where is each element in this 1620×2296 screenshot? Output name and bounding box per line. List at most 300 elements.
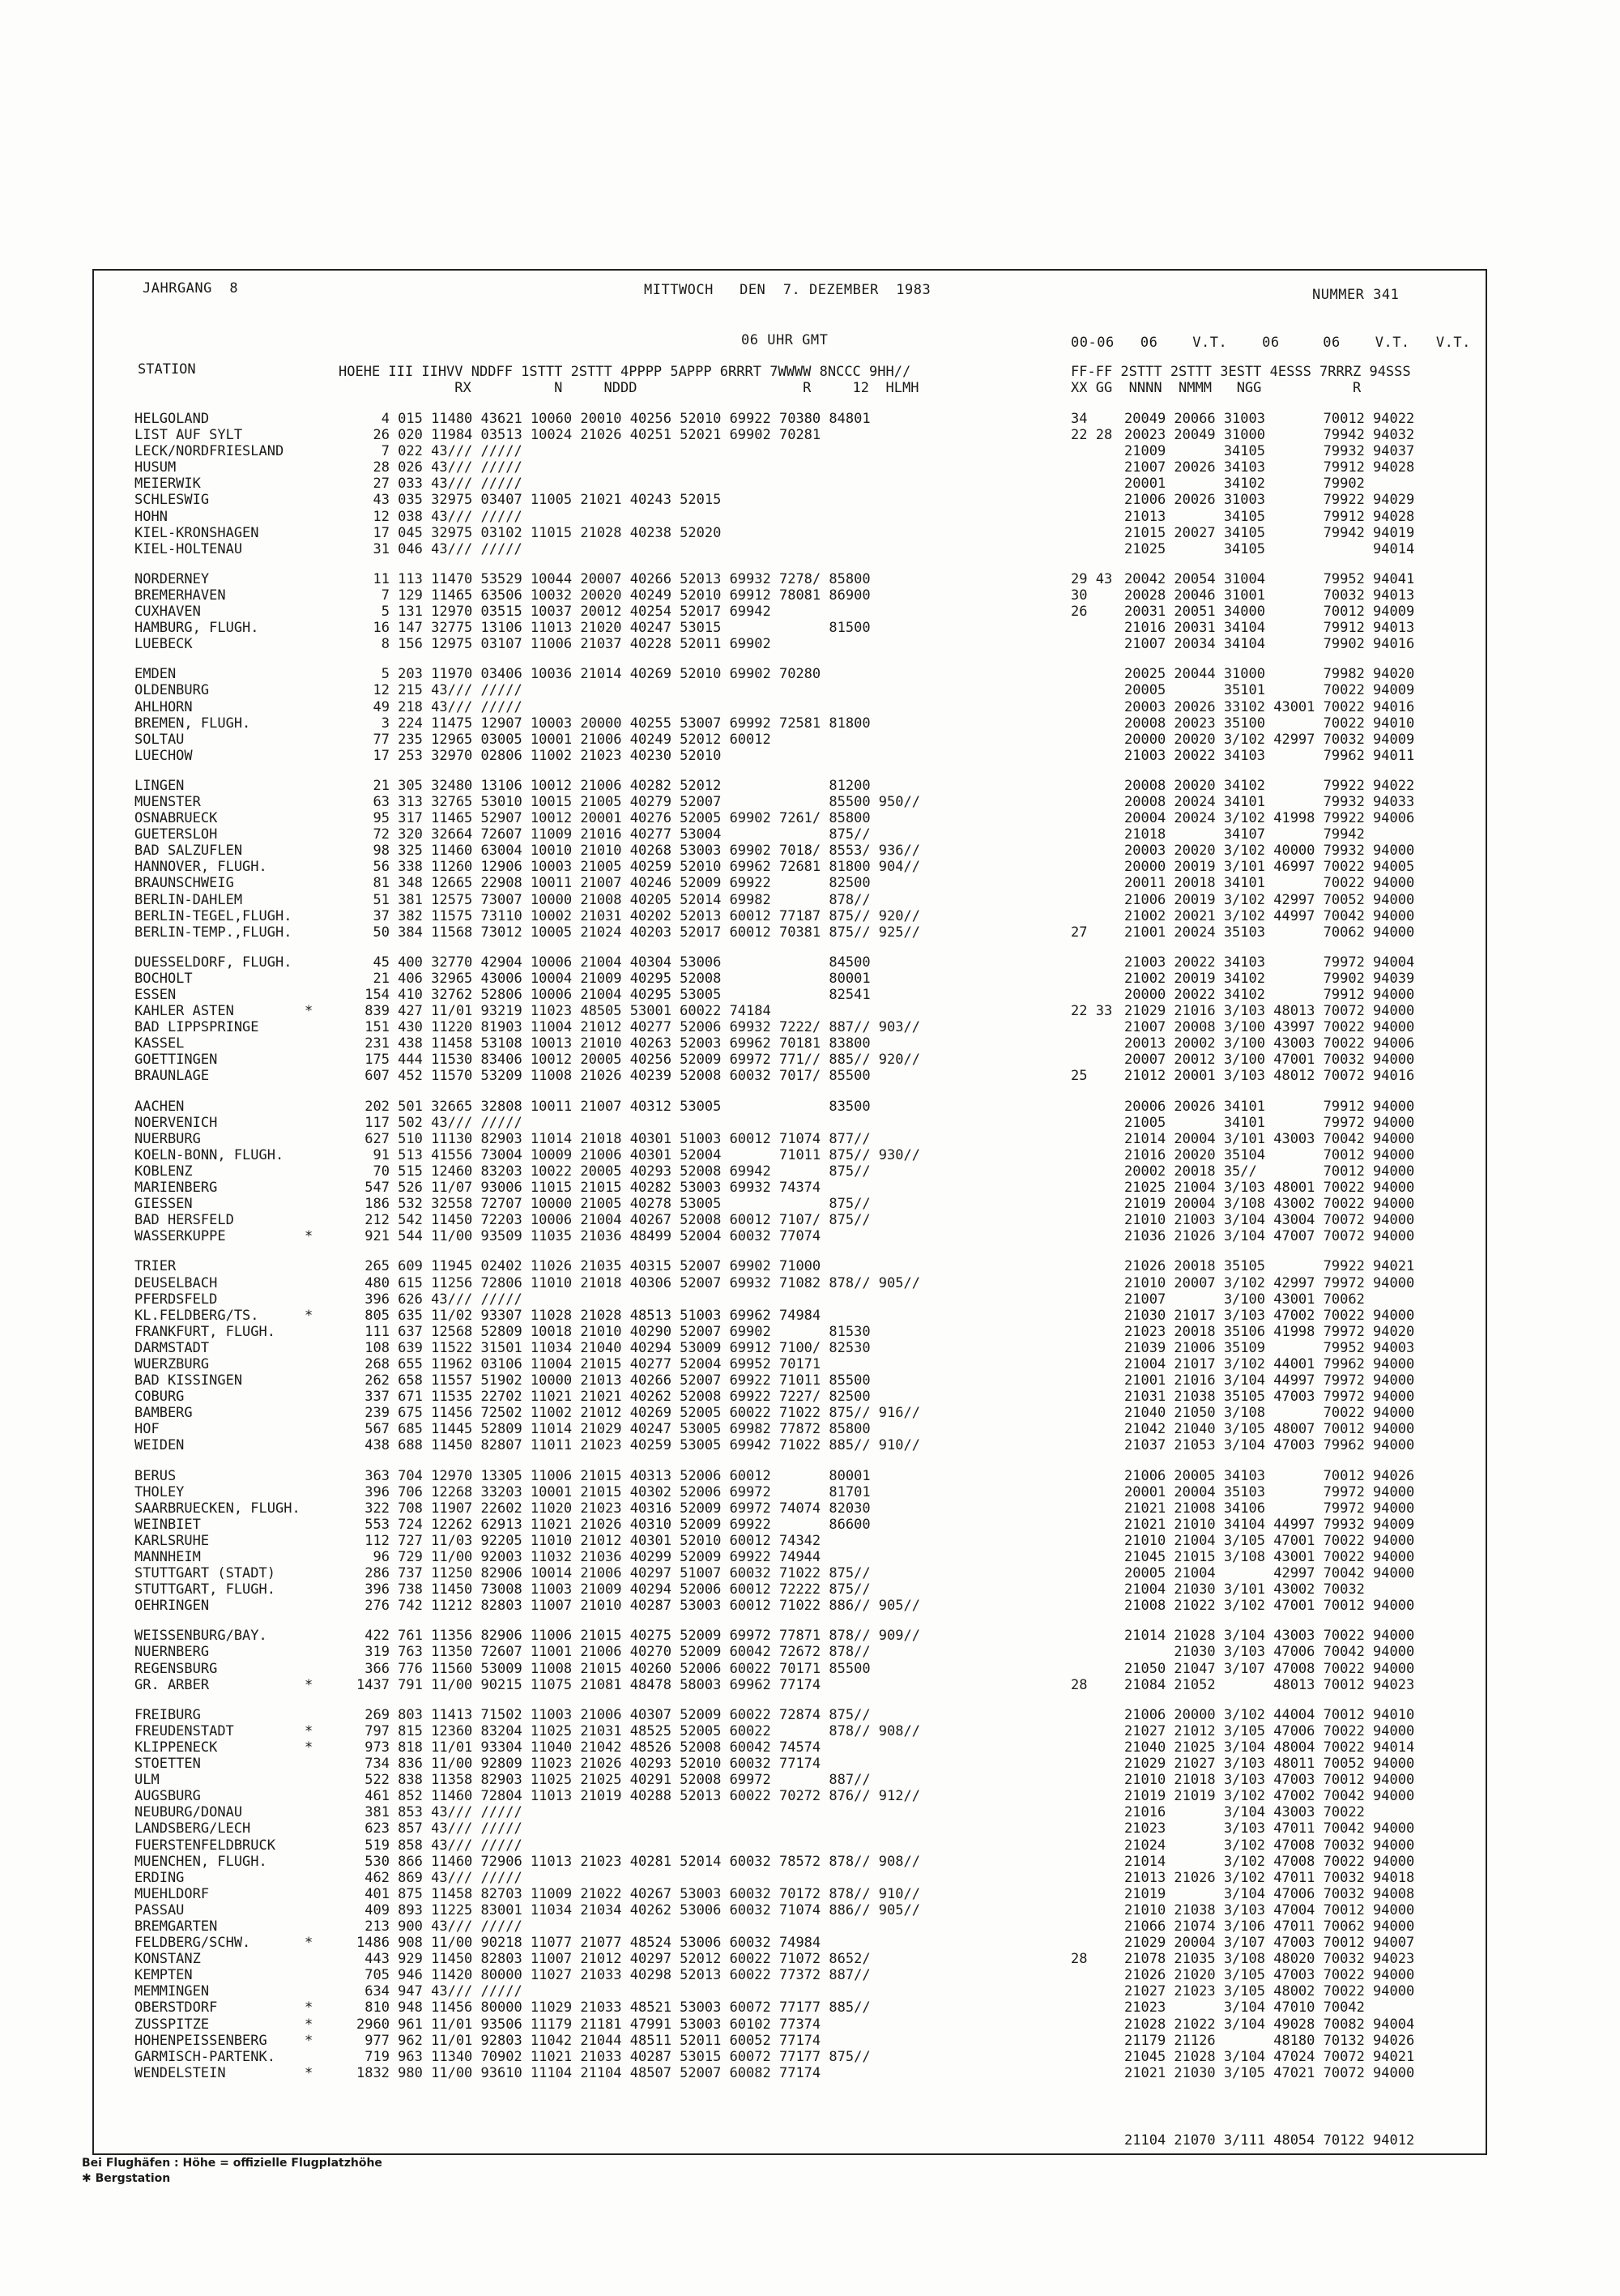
synop-values: 519 858 43/// /////	[356, 1837, 522, 1854]
station-group	[0, 954, 1620, 1085]
table-row	[0, 443, 1620, 459]
synop-values: 337 671 11535 22702 11021 21021 40262 52008 69922 7227/ 82500	[356, 1389, 871, 1406]
table-row	[0, 1854, 1620, 1870]
synop-values: 26 020 11984 03513 10024 21026 40251 52021 69902 70281	[356, 427, 821, 444]
issue-number: NUMMER 341	[1312, 287, 1400, 303]
synop-values: 366 776 11560 53009 11008 21015 40260 52006 60022 70171 85500	[356, 1660, 871, 1677]
synop-values: 45 400 32770 42904 10006 21004 40304 53006 84500	[356, 954, 871, 971]
synop-values: 734 836 11/00 92809 11023 21026 40293 52010 60032 77174	[356, 1756, 821, 1773]
station-group	[0, 666, 1620, 764]
table-row	[0, 1372, 1620, 1389]
station-name: MUENCHEN, FLUGH.	[134, 1853, 267, 1870]
station-group	[0, 411, 1620, 557]
table-row	[0, 1484, 1620, 1500]
station-name: WASSERKUPPE	[134, 1228, 226, 1245]
extra-values: 21026 20018 35105 79922 94021	[1124, 1258, 1415, 1275]
footnote-airports: Bei Flughäfen : Höhe = offizielle Flugplatzhöhe	[82, 2157, 382, 2170]
station-name: TRIER	[134, 1258, 177, 1275]
station-name: AACHEN	[134, 1098, 185, 1115]
extra-values: 21001 20024 35103 70062 94000	[1124, 924, 1415, 941]
extra-values: 21029 20004 3/107 47003 70012 94007	[1124, 1935, 1415, 1952]
synop-values: 396 706 12268 33203 10001 21015 40302 52006 69972 81701	[356, 1483, 871, 1500]
mountain-station-marker: *	[305, 2016, 313, 2033]
extra-values: 20031 20051 34000 70012 94009	[1124, 604, 1415, 621]
synop-values: 268 655 11962 03106 11004 21015 40277 52004 69952 70171	[356, 1355, 821, 1372]
table-row	[0, 509, 1620, 525]
table-row	[0, 1533, 1620, 1549]
extra-values: 21030 3/103 47006 70042 94000	[1124, 1644, 1415, 1661]
table-row	[0, 1099, 1620, 1115]
footnote-mountain: ✱ Bergstation	[82, 2172, 171, 2185]
extra-values: 20005 35101 70022 94009	[1124, 682, 1415, 699]
synop-values: 2960 961 11/01 93506 11179 21181 47991 53003 60102 77374	[356, 2016, 821, 2033]
table-row	[0, 1581, 1620, 1598]
extra-values: 21021 21008 34106 79972 94000	[1124, 1500, 1415, 1517]
synop-values: 231 438 11458 53108 10013 21010 40263 52003 69962 70181 83800	[356, 1035, 871, 1052]
synop-values: 401 875 11458 82703 11009 21022 40267 53003 60032 70172 878// 910//	[356, 1885, 920, 1902]
wind-gust-values: 27	[1071, 924, 1088, 941]
synop-values: 422 761 11356 82906 11006 21015 40275 52009 69972 77871 878// 909//	[356, 1628, 920, 1645]
station-name: KAHLER ASTEN	[134, 1003, 234, 1020]
station-name: KASSEL	[134, 1035, 185, 1052]
extra-values: 21013 34105 79912 94028	[1124, 508, 1415, 525]
extra-values: 20002 20018 35// 70012 94000	[1124, 1163, 1415, 1180]
synop-values: 72 320 32664 72607 11009 21016 40277 53004 875//	[356, 826, 871, 843]
table-row	[0, 1565, 1620, 1581]
station-name: BAD SALZUFLEN	[134, 843, 243, 860]
synop-values: 4 015 11480 43621 10060 20010 40256 52010 69922 70380 84801	[356, 411, 871, 427]
station-name: AHLHORN	[134, 698, 193, 715]
synop-values: 396 738 11450 73008 11003 21009 40294 52006 60012 72222 875//	[356, 1581, 871, 1598]
table-row	[0, 1258, 1620, 1274]
table-row	[0, 1935, 1620, 1951]
station-name: GOETTINGEN	[134, 1052, 218, 1069]
table-row	[0, 1517, 1620, 1533]
station-name: LUECHOW	[134, 747, 193, 764]
station-name: KIEL-HOLTENAU	[134, 540, 243, 557]
extra-values: 21010 21003 3/104 43004 70072 94000	[1124, 1212, 1415, 1229]
synop-values: 8 156 12975 03107 11006 21037 40228 52011 69902	[356, 636, 771, 653]
table-row	[0, 1437, 1620, 1453]
wind-gust-values: 34	[1071, 411, 1088, 427]
station-name: NOERVENICH	[134, 1114, 218, 1131]
station-group	[0, 1258, 1620, 1453]
synop-values: 56 338 11260 12906 10003 21005 40259 52010 69962 72681 81800 904//	[356, 859, 920, 876]
station-name: OSNABRUECK	[134, 810, 218, 827]
extra-values: 21045 21028 3/104 47024 70072 94021	[1124, 2048, 1415, 2065]
synop-values: 627 510 11130 82903 11014 21018 40301 51003 60012 71074 877//	[356, 1130, 871, 1147]
extra-values: 21013 21026 3/102 47011 70032 94018	[1124, 1869, 1415, 1886]
station-name: KOBLENZ	[134, 1163, 193, 1180]
extra-header-line1: FF-FF 2STTT 2STTT 3ESTT 4ESSS 7RRRZ 94SSS	[1071, 364, 1411, 380]
synop-values: 12 215 43/// /////	[356, 682, 522, 699]
table-row	[0, 715, 1620, 732]
extra-values: 21040 21025 3/104 48004 70022 94014	[1124, 1739, 1415, 1756]
station-name: GR. ARBER	[134, 1676, 210, 1693]
wind-gust-values: 25	[1071, 1068, 1088, 1085]
station-name: SAARBRUECKEN, FLUGH.	[134, 1500, 301, 1517]
table-row	[0, 1068, 1620, 1084]
extra-values: 21037 21053 3/104 47003 79962 94000	[1124, 1437, 1415, 1454]
mountain-station-marker: *	[305, 1676, 313, 1693]
table-row	[0, 1837, 1620, 1854]
station-table	[0, 411, 1620, 2095]
extra-values: 20001 34102 79902	[1124, 476, 1365, 493]
station-name: WEINBIET	[134, 1516, 201, 1533]
synop-values: 151 430 11220 81903 11004 21012 40277 52006 69932 7222/ 887// 903//	[356, 1019, 920, 1036]
synop-values: 322 708 11907 22602 11020 21023 40316 52009 69972 74074 82030	[356, 1500, 871, 1517]
synop-values: 623 857 43/// /////	[356, 1820, 522, 1837]
station-name: DEUSELBACH	[134, 1274, 218, 1291]
synop-values: 462 869 43/// /////	[356, 1869, 522, 1886]
extra-values: 20008 20024 34101 79932 94033	[1124, 793, 1415, 810]
table-row	[0, 1147, 1620, 1163]
extra-values: 21024 3/102 47008 70032 94000	[1124, 1837, 1415, 1854]
wind-gust-values: 26	[1071, 604, 1088, 621]
extra-values: 21016 20031 34104 79912 94013	[1124, 620, 1415, 637]
station-name: FREUDENSTADT	[134, 1722, 234, 1739]
station-name: WUERZBURG	[134, 1355, 210, 1372]
synop-values: 461 852 11460 72804 11013 21019 40288 52013 60022 70272 876// 912//	[356, 1788, 920, 1805]
extra-values: 21010 20007 3/102 42997 79972 94000	[1124, 1274, 1415, 1291]
table-row	[0, 1999, 1620, 2016]
station-name: EMDEN	[134, 666, 177, 683]
table-row	[0, 843, 1620, 859]
synop-values: 81 348 12665 22908 10011 21007 40246 52009 69922 82500	[356, 875, 871, 892]
extra-values: 21001 21016 3/104 44997 79972 94000	[1124, 1372, 1415, 1389]
table-row	[0, 492, 1620, 508]
station-name: GUETERSLOH	[134, 826, 218, 843]
station-name: KARLSRUHE	[134, 1532, 210, 1549]
station-name: KIEL-KRONSHAGEN	[134, 524, 259, 541]
extra-values: 21040 21050 3/108 70022 94000	[1124, 1405, 1415, 1422]
table-row	[0, 954, 1620, 971]
table-row	[0, 1308, 1620, 1324]
extra-values: 21007 20026 34103 79912 94028	[1124, 459, 1415, 476]
table-row	[0, 1421, 1620, 1437]
extra-values: 21078 21035 3/108 48020 70032 94023	[1124, 1951, 1415, 1968]
extra-values: 21028 21022 3/104 49028 70082 94004	[1124, 2016, 1415, 2033]
table-row	[0, 1902, 1620, 1918]
station-name: LINGEN	[134, 777, 185, 794]
synop-values: 21 406 32965 43006 10004 21009 40295 52008 80001	[356, 970, 871, 987]
station-name: MEMMINGEN	[134, 1983, 210, 2000]
station-name: MEIERWIK	[134, 476, 201, 493]
synop-values: 98 325 11460 63004 10010 21010 40268 53003 69902 7018/ 8553/ 936//	[356, 843, 920, 860]
station-name: GARMISCH-PARTENK.	[134, 2048, 275, 2065]
synop-values: 175 444 11530 83406 10012 20005 40256 52009 69972 771// 885// 920//	[356, 1052, 920, 1069]
synop-values: 480 615 11256 72806 11010 21018 40306 52007 69932 71082 878// 905//	[356, 1274, 920, 1291]
synop-values: 17 045 32975 03102 11015 21028 40238 52020	[356, 524, 722, 541]
observation-time: 06 UHR GMT	[741, 332, 829, 348]
table-row	[0, 587, 1620, 604]
synop-values: 607 452 11570 53209 11008 21026 40239 52008 60032 7017/ 85500	[356, 1068, 871, 1085]
synop-values: 719 963 11340 70902 11021 21033 40287 53015 60072 77177 875//	[356, 2048, 871, 2065]
station-name: KOELN-BONN, FLUGH.	[134, 1146, 284, 1163]
synop-values: 186 532 32558 72707 10000 21005 40278 53005 875//	[356, 1196, 871, 1213]
synop-values: 810 948 11456 80000 11029 21033 48521 53003 60072 77177 885//	[356, 1999, 871, 2016]
station-name: ERDING	[134, 1869, 185, 1886]
extra-values: 21014 3/102 47008 70022 94000	[1124, 1853, 1415, 1870]
table-row	[0, 1131, 1620, 1147]
extra-header-line2: XX GG NNNN NMMM NGG R	[1071, 380, 1362, 396]
table-row	[0, 411, 1620, 427]
synop-values: 443 929 11450 82803 11007 21012 40297 52012 60022 71072 8652/	[356, 1951, 871, 1968]
station-name: ULM	[134, 1772, 160, 1789]
extra-values: 20004 20024 3/102 41998 79922 94006	[1124, 810, 1415, 827]
synop-values: 797 815 12360 83204 11025 21031 48525 52005 60022 878// 908//	[356, 1722, 920, 1739]
station-name: ZUSSPITZE	[134, 2016, 210, 2033]
synop-values: 16 147 32775 13106 11013 21020 40247 53015 81500	[356, 620, 871, 637]
synop-header-line2: RX N NDDD R 12 HLMH	[339, 380, 919, 396]
table-row	[0, 1228, 1620, 1244]
table-row	[0, 525, 1620, 541]
extra-values: 21019 21019 3/102 47002 70042 94000	[1124, 1788, 1415, 1805]
extra-values: 20042 20054 31004 79952 94041	[1124, 570, 1415, 587]
synop-values: 553 724 12262 62913 11021 21026 40310 52009 69922 86600	[356, 1516, 871, 1533]
table-row	[0, 1820, 1620, 1837]
table-row	[0, 476, 1620, 492]
mountain-station-marker: *	[305, 2032, 313, 2049]
extra-values: 21027 21012 3/105 47006 70022 94000	[1124, 1722, 1415, 1739]
synop-values: 108 639 11522 31501 11034 21040 40294 53009 69912 7100/ 82530	[356, 1339, 871, 1356]
extra-values: 21016 20020 35104 70012 94000	[1124, 1146, 1415, 1163]
station-name: REGENSBURG	[134, 1660, 218, 1677]
station-name: DARMSTADT	[134, 1339, 210, 1356]
table-row	[0, 541, 1620, 557]
station-name: THOLEY	[134, 1483, 185, 1500]
table-row	[0, 1983, 1620, 1999]
synop-values: 5 131 12970 03515 10037 20012 40254 52017 69942	[356, 604, 771, 621]
station-name: WENDELSTEIN	[134, 2064, 226, 2081]
station-name: OBERSTDORF	[134, 1999, 218, 2016]
extra-values: 21004 21030 3/101 43002 70032	[1124, 1581, 1365, 1598]
extra-values: 20000 20019 3/101 46997 70022 94005	[1124, 859, 1415, 876]
table-row	[0, 1598, 1620, 1614]
extra-values: 20008 20020 34102 79922 94022	[1124, 777, 1415, 794]
table-row	[0, 427, 1620, 443]
table-row	[0, 732, 1620, 748]
extra-values: 20008 20023 35100 70022 94010	[1124, 715, 1415, 732]
table-row	[0, 1756, 1620, 1772]
station-name: OLDENBURG	[134, 682, 210, 699]
synop-values: 547 526 11/07 93006 11015 21015 40282 53003 69932 74374	[356, 1180, 821, 1197]
synop-values: 265 609 11945 02402 11026 21035 40315 52007 69902 71000	[356, 1258, 821, 1275]
extra-values: 21008 21022 3/102 47001 70012 94000	[1124, 1598, 1415, 1615]
synop-values: 921 544 11/00 93509 11035 21036 48499 52004 60032 77074	[356, 1228, 821, 1245]
synop-values: 63 313 32765 53010 10015 21005 40279 52007 85500 950//	[356, 793, 920, 810]
extra-values: 21005 34101 79972 94000	[1124, 1114, 1415, 1131]
extra-values: 21003 20022 34103 79962 94011	[1124, 747, 1415, 764]
table-row	[0, 1677, 1620, 1693]
wind-gust-values: 22 33	[1071, 1003, 1113, 1020]
mountain-station-marker: *	[305, 1739, 313, 1756]
synop-values: 438 688 11450 82807 11011 21023 40259 53005 69942 71022 885// 910//	[356, 1437, 920, 1454]
synop-values: 7 022 43/// /////	[356, 443, 522, 460]
extra-values: 20005 21004 42997 70042 94000	[1124, 1565, 1415, 1582]
synop-values: 409 893 11225 83001 11034 21034 40262 53006 60032 71074 886// 905//	[356, 1901, 920, 1918]
mountain-station-marker: *	[305, 1228, 313, 1245]
mountain-station-marker: *	[305, 1935, 313, 1952]
synop-values: 31 046 43/// /////	[356, 540, 522, 557]
extra-values: 21002 20021 3/102 44997 70042 94000	[1124, 907, 1415, 924]
synop-values: 7 129 11465 63506 10032 20020 40249 52010 69912 78081 86900	[356, 587, 871, 604]
synop-values: 530 866 11460 72906 11013 21023 40281 52014 60032 78572 878// 908//	[356, 1853, 920, 1870]
table-row	[0, 604, 1620, 620]
extra-values: 21042 21040 3/105 48007 70012 94000	[1124, 1421, 1415, 1438]
table-row	[0, 1468, 1620, 1484]
table-row	[0, 1115, 1620, 1131]
station-name: FREIBURG	[134, 1706, 201, 1723]
station-name: BAMBERG	[134, 1405, 193, 1422]
station-name: PFERDSFELD	[134, 1291, 218, 1308]
extra-values: 21029 21027 3/103 48011 70052 94000	[1124, 1756, 1415, 1773]
synop-values: 3 224 11475 12907 10003 20000 40255 53007 69992 72581 81800	[356, 715, 871, 732]
table-row	[0, 1340, 1620, 1356]
extra-values: 21031 21038 35105 47003 79972 94000	[1124, 1389, 1415, 1406]
extra-values: 20003 20026 33102 43001 70022 94016	[1124, 698, 1415, 715]
extra-values: 21010 21004 3/105 47001 70022 94000	[1124, 1532, 1415, 1549]
synop-values: 111 637 12568 52809 10018 21010 40290 52007 69902 81530	[356, 1323, 871, 1340]
synop-values: 805 635 11/02 93307 11028 21028 48513 51003 69962 74984	[356, 1307, 821, 1324]
station-name: HOHENPEISSENBERG	[134, 2032, 267, 2049]
mountain-station-marker: *	[305, 1307, 313, 1324]
synop-header-line1: HOEHE III IIHVV NDDFF 1STTT 2STTT 4PPPP 5APPP 6RRRT 7WWWW 8NCCC 9HH//	[339, 364, 911, 380]
station-group	[0, 1468, 1620, 1615]
extra-values: 21039 21006 35109 79952 94003	[1124, 1339, 1415, 1356]
wind-gust-values: 30	[1071, 587, 1088, 604]
extra-values: 21019 20004 3/108 43002 70022 94000	[1124, 1196, 1415, 1213]
table-row	[0, 1918, 1620, 1935]
table-row	[0, 1163, 1620, 1180]
date-label: MITTWOCH DEN 7. DEZEMBER 1983	[644, 282, 932, 298]
table-row	[0, 1628, 1620, 1644]
synop-values: 363 704 12970 13305 11006 21015 40313 52006 60012 80001	[356, 1467, 871, 1484]
table-row	[0, 859, 1620, 875]
table-row	[0, 826, 1620, 843]
table-row	[0, 682, 1620, 698]
extra-values: 21023 20018 35106 41998 79972 94020	[1124, 1323, 1415, 1340]
station-name: BOCHOLT	[134, 970, 193, 987]
table-row	[0, 1405, 1620, 1421]
station-name: NEUBURG/DONAU	[134, 1804, 243, 1821]
synop-values: 43 035 32975 03407 11005 21021 40243 52015	[356, 492, 722, 509]
table-row	[0, 875, 1620, 891]
extra-values: 21018 34107 79942	[1124, 826, 1365, 843]
station-name: BREMERHAVEN	[134, 587, 226, 604]
station-group	[0, 778, 1620, 941]
station-name: BAD LIPPSPRINGE	[134, 1019, 259, 1036]
extra-values: 20023 20049 31000 79942 94032	[1124, 427, 1415, 444]
table-row	[0, 1052, 1620, 1068]
table-row	[0, 1870, 1620, 1886]
synop-values: 49 218 43/// /////	[356, 698, 522, 715]
mountain-station-marker: *	[305, 1999, 313, 2016]
station-name: HAMBURG, FLUGH.	[134, 620, 259, 637]
station-name: STUTTGART (STADT)	[134, 1565, 275, 1582]
station-name: BAD HERSFELD	[134, 1212, 234, 1229]
synop-values: 37 382 11575 73110 10002 21031 40202 52013 60012 77187 875// 920//	[356, 907, 920, 924]
extra-values: 21084 21052 48013 70012 94023	[1124, 1676, 1415, 1693]
table-row	[0, 1772, 1620, 1788]
station-name: NUERNBERG	[134, 1644, 210, 1661]
extra-values: 20001 20004 35103 79972 94000	[1124, 1483, 1415, 1500]
table-row	[0, 1180, 1620, 1196]
extra-values: 20028 20046 31001 70032 94013	[1124, 587, 1415, 604]
station-name: MUEHLDORF	[134, 1885, 210, 1902]
extra-values: 21045 21015 3/108 43001 70022 94000	[1124, 1549, 1415, 1565]
synop-values: 269 803 11413 71502 11003 21006 40307 52009 60022 72874 875//	[356, 1706, 871, 1723]
last-row-extra-values: 21104 21070 3/111 48054 70122 94012	[1124, 2132, 1415, 2149]
station-name: FELDBERG/SCHW.	[134, 1935, 251, 1952]
synop-values: 319 763 11350 72607 11001 21006 40270 52009 60042 72672 878//	[356, 1644, 871, 1661]
table-row	[0, 2016, 1620, 2033]
extra-values: 21179 21126 48180 70132 94026	[1124, 2032, 1415, 2049]
synop-values: 396 626 43/// /////	[356, 1291, 522, 1308]
mountain-station-marker: *	[305, 2064, 313, 2081]
synop-values: 51 381 12575 73007 10000 21008 40205 52014 69982 878//	[356, 891, 871, 908]
station-group	[0, 1099, 1620, 1245]
extra-values: 21010 21018 3/103 47003 70012 94000	[1124, 1772, 1415, 1789]
table-row	[0, 699, 1620, 715]
table-row	[0, 794, 1620, 810]
table-row	[0, 1886, 1620, 1902]
station-name: HANNOVER, FLUGH.	[134, 859, 267, 876]
extra-values: 21026 21020 3/105 47003 70022 94000	[1124, 1967, 1415, 1984]
station-name: SCHLESWIG	[134, 492, 210, 509]
synop-values: 213 900 43/// /////	[356, 1918, 522, 1935]
synop-values: 21 305 32480 13106 10012 21006 40282 52012 81200	[356, 777, 871, 794]
extra-values: 21010 21038 3/103 47004 70012 94000	[1124, 1901, 1415, 1918]
table-row	[0, 987, 1620, 1003]
extra-values: 20013 20002 3/100 43003 70022 94006	[1124, 1035, 1415, 1052]
station-name: WEISSENBURG/BAY.	[134, 1628, 267, 1645]
station-group	[0, 1628, 1620, 1692]
extra-values: 21006 20026 31003 79922 94029	[1124, 492, 1415, 509]
extra-values: 21003 20022 34103 79972 94004	[1124, 954, 1415, 971]
table-row	[0, 1324, 1620, 1340]
station-name: SOLTAU	[134, 731, 185, 748]
wind-gust-values: 28	[1071, 1676, 1088, 1693]
table-row	[0, 2049, 1620, 2065]
extra-values: 21036 21026 3/104 47007 70072 94000	[1124, 1228, 1415, 1245]
extra-values: 21015 20027 34105 79942 94019	[1124, 524, 1415, 541]
extra-values: 21025 21004 3/103 48001 70022 94000	[1124, 1180, 1415, 1197]
table-row	[0, 1196, 1620, 1212]
extra-values: 21009 34105 79932 94037	[1124, 443, 1415, 460]
station-name: FRANKFURT, FLUGH.	[134, 1323, 275, 1340]
table-row	[0, 1212, 1620, 1228]
station-name: HOF	[134, 1421, 160, 1438]
table-row	[0, 459, 1620, 476]
synop-values: 5 203 11970 03406 10036 21014 40269 52010 69902 70280	[356, 666, 821, 683]
station-name: AUGSBURG	[134, 1788, 201, 1805]
synop-values: 28 026 43/// /////	[356, 459, 522, 476]
extra-values: 21014 21028 3/104 43003 70022 94000	[1124, 1628, 1415, 1645]
table-row	[0, 1967, 1620, 1983]
jahrgang-label: JAHRGANG 8	[143, 280, 239, 297]
right-group-header: 00-06 06 V.T. 06 06 V.T. V.T.	[1071, 335, 1471, 351]
synop-values: 1437 791 11/00 90215 11075 21081 48478 58003 69962 77174	[356, 1676, 821, 1693]
table-row	[0, 1275, 1620, 1291]
table-row	[0, 1003, 1620, 1019]
station-name: OEHRINGEN	[134, 1598, 210, 1615]
extra-values: 21050 21047 3/107 47008 70022 94000	[1124, 1660, 1415, 1677]
extra-values: 21004 21017 3/102 44001 79962 94000	[1124, 1355, 1415, 1372]
mountain-station-marker: *	[305, 1722, 313, 1739]
extra-values: 21023 3/103 47011 70042 94000	[1124, 1820, 1415, 1837]
synop-values: 95 317 11465 52907 10012 20001 40276 52005 69902 7261/ 85800	[356, 810, 871, 827]
